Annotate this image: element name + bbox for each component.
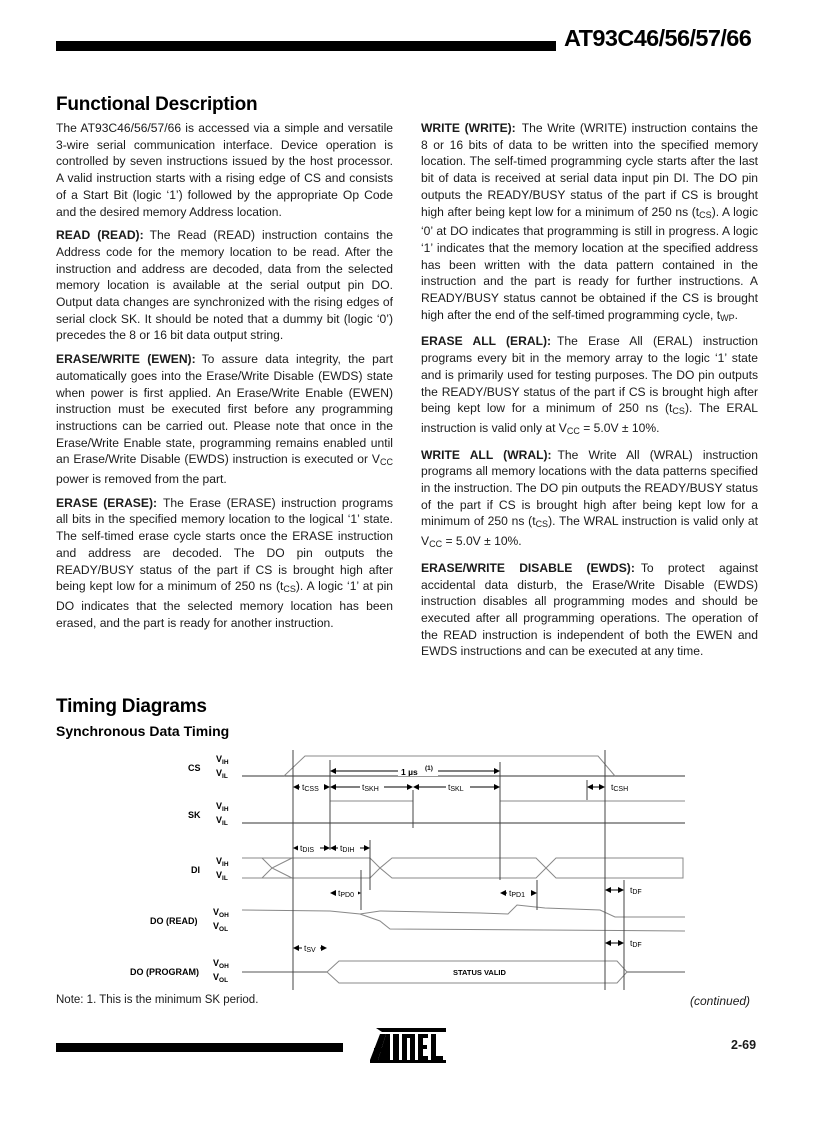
svg-text:VIH: $V_{IH}$ — [216, 856, 229, 868]
svg-text:(1): (1) — [425, 765, 433, 772]
svg-text:tDF: tDF — [630, 938, 642, 949]
section-heading-timing-diagrams: Timing Diagrams — [56, 696, 207, 717]
ewds-paragraph: ERASE/WRITE DISABLE (EWDS): To protect against accidental data disturb, the Erase/Write Disable (EWDS) instruction disables all programming modes and should be executed after all programming operations. The operation of the READ instruction is independent of both the EWEN and EWDS instructions and can be executed at any time. — [421, 560, 758, 659]
svg-text:tSV: tSV — [304, 943, 316, 954]
svg-text:VIL: $V_{IL}$ — [216, 815, 228, 827]
signal-do-program-label: DO (PROGRAM) — [130, 967, 199, 977]
svg-text:tSKH: tSKH — [362, 782, 379, 793]
ewen-label: ERASE/WRITE (EWEN): — [56, 352, 196, 367]
svg-text:VIL: $V_{IL}$ — [216, 768, 228, 780]
svg-text:tPD1: tPD1 — [509, 888, 525, 899]
svg-text:tDIS: tDIS — [300, 843, 315, 854]
continued-label: (continued) — [690, 994, 751, 1008]
subheading-synchronous-data-timing: Synchronous Data Timing — [56, 723, 230, 739]
svg-text:tPD0: tPD0 — [338, 888, 354, 899]
wral-paragraph: WRITE ALL (WRAL): The Write All (WRAL) instruction programs all memory locations with the data patterns specified in the instruction. The DO pin outputs the READY/BUSY status of the part if CS is brought high after being kept low for a minimum of 250 ns $(t_{CS})$. The WRAL instruction is valid only at $V_{CC} = 5.0V \pm 10\%$. — [421, 447, 758, 550]
read-label: READ (READ): — [56, 228, 144, 243]
write-label: WRITE (WRITE): — [421, 121, 516, 135]
svg-text:tSKL: tSKL — [448, 782, 464, 793]
atmel-logo — [368, 1026, 448, 1064]
signal-di-label: DI — [191, 865, 200, 875]
erase-label: ERASE (ERASE): — [56, 495, 157, 510]
eral-label: ERASE ALL (ERAL): — [421, 334, 552, 349]
signal-do-read-label: DO (READ) — [150, 916, 198, 926]
svg-text:tCSH: tCSH — [611, 782, 629, 793]
document-title: AT93C46/56/57/66 — [564, 25, 752, 51]
eral-paragraph: ERASE ALL (ERAL): The Erase All (ERAL) instruction programs every bit in the memory array to the logic ‘1’ state and is primarily used for testing purposes. The DO pin outputs the READY/BUSY status of the part if CS is brought high after being kept low for a minimum of 250 ns $(t_{CS})$. The ERAL instruction is valid only at $V_{CC} = 5.0V \pm 10\%$. — [421, 334, 758, 436]
svg-text:VOH: $V_{OH}$ — [213, 907, 229, 919]
svg-text:VIH: $V_{IH}$ — [216, 754, 229, 766]
svg-text:VIH: $V_{IH}$ — [216, 801, 229, 813]
status-valid-label: STATUS VALID — [453, 968, 506, 977]
ewen-paragraph: ERASE/WRITE (EWEN): To assure data integrity, the part automatically goes into the Erase/Write Disable (EWDS) state when power is first applied. An Erase/Write Enable (EWEN) instruction must be executed first before any programming instructions can be carried out. Please note that once in the Erase/Write Enable state, programming remains enabled until an Erase/Write Disable (EWDS) instruction is executed or $V_{CC}$ power is removed from the part. — [56, 352, 393, 487]
read-paragraph: READ (READ): The Read (READ) instruction contains the Address code for the memory location to be read. After the instruction and address are decoded, data from the selected memory location is available at the serial output pin DO. Output data changes are synchronized with the rising edges of serial clock SK. It should be noted that a dummy bit (logic ‘0’) precedes the 8 or 16 bit data output string. — [56, 228, 393, 343]
svg-text:VOL: $V_{OL}$ — [213, 921, 229, 933]
ewds-label: ERASE/WRITE DISABLE (EWDS): — [421, 560, 635, 575]
erase-paragraph: ERASE (ERASE): The Erase (ERASE) instruction programs all bits in the specified memory location to the logical ‘1’ state. The self-timed erase cycle starts once the ERASE instruction and address are decoded. The DO pin outputs the READY/BUSY status of the part if CS is brought high after being kept low for a minimum of 250 ns $(t_{CS})$. A logic ‘1’ at pin DO indicates that the selected memory location has been erased, and the part is ready for another instruction. — [56, 495, 393, 630]
svg-text:VOL: $V_{OL}$ — [213, 972, 229, 984]
svg-text:VOH: $V_{OH}$ — [213, 958, 229, 970]
svg-text:tDIH: tDIH — [340, 843, 355, 854]
footer-rule — [56, 1043, 343, 1052]
wral-label: WRITE ALL (WRAL): — [421, 447, 552, 462]
write-paragraph: WRITE (WRITE): The Write (WRITE) instruction contains the 8 or 16 bits of data to be written into the specified memory location. The self-timed programming cycle starts after the last bit of data is received at serial data input pin DI. The DO pin outputs the READY/BUSY status of the part if CS is brought high after being kept low for a minimum of 250 ns $(t_{CS})$. A logic ‘0’ at DO indicates that programming is still in progress. A logic ‘1’ indicates that the memory location at the specified address has been written with the data pattern contained in the instruction and the part is ready for further instructions. A READY/BUSY status cannot be obtained if the CS is brought high after the end of the self-timed programming cycle, $t_{WP}$. — [421, 121, 758, 323]
section-heading-functional-description: Functional Description — [56, 94, 258, 115]
period-label: 1 µs — [401, 767, 418, 777]
svg-text:tCSS: tCSS — [302, 782, 319, 793]
intro-paragraph: The AT93C46/56/57/66 is accessed via a simple and versatile 3-wire serial communication interface. Device operation is controlled by seven instructions issued by the host processor. A valid instruction starts with a rising edge of CS and consists of a Start Bit (logic ‘1’) followed by the appropriate Op Code and the desired memory Address location. — [56, 121, 393, 219]
signal-cs-label: CS — [188, 763, 201, 773]
footnote: Note: 1. This is the minimum SK period. — [56, 994, 259, 1006]
signal-sk-label: SK — [188, 810, 201, 820]
svg-text:VIL: $V_{IL}$ — [216, 870, 228, 882]
svg-text:tDF: tDF — [630, 885, 642, 896]
page-number: 2-69 — [731, 1038, 757, 1052]
